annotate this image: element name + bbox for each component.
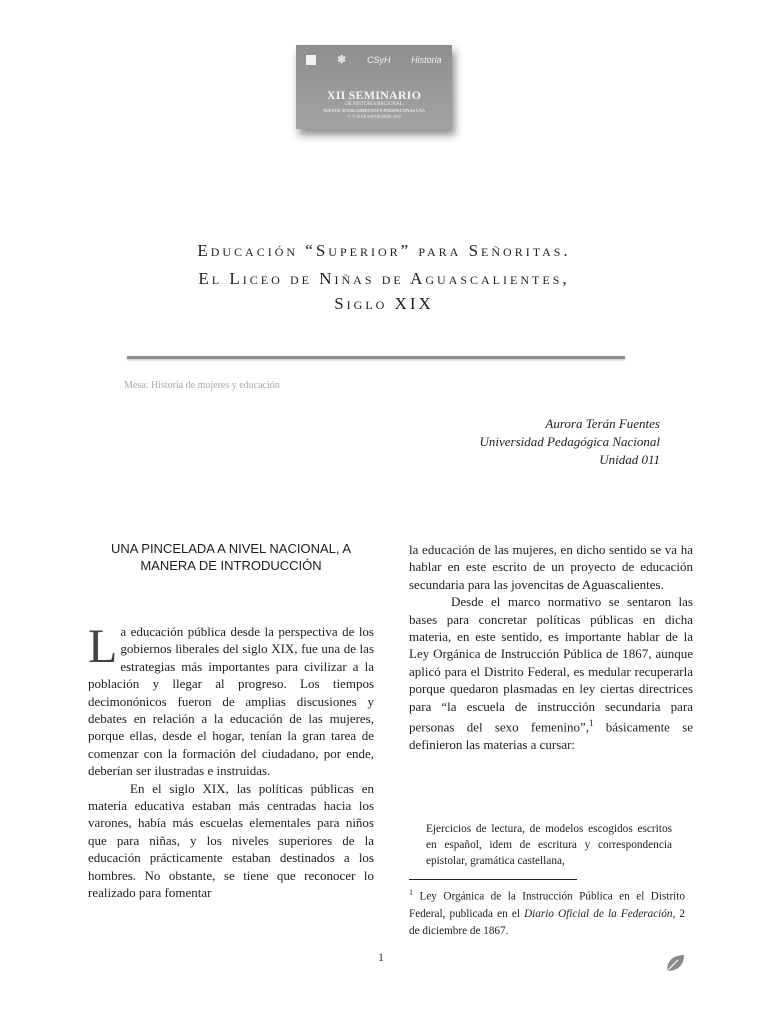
page-number: 1: [378, 950, 384, 964]
paragraph-1-text: a educación pública desde la perspectiva de los gobiernos liberales del siglo XIX, fue una de las estrategias más importantes para civilizar a la población y llegar al progreso. Los tiempos decimonónicos fueron de amplias discusiones y debates en relación a la educación de las mujeres, porque ellas, desde el hogar, tenían la gran tarea de comenzar con la formación del ciudadano, por ende, deberían ser ilustradas e instruidas.: [88, 624, 374, 779]
title-divider: [127, 356, 625, 359]
banner-dates: 27 Y 28 DE SEPTIEMBRE 2018: [347, 114, 401, 119]
footnote-divider: [409, 879, 577, 880]
block-quote: Ejercicios de lectura, de modelos escogidos escritos en español, idem de escritura y correspondencia epistolar, gramática castellana,: [426, 823, 672, 867]
footnote-italic: Diario Oficial de la Federación: [524, 907, 673, 920]
right-column: [409, 541, 693, 753]
session-label: Mesa: Historia de mujeres y educación: [124, 380, 280, 391]
historia-logo: Historia: [411, 54, 442, 65]
paragraph-4-end: básicamente se definieron las materias a cursar:: [409, 719, 694, 752]
footnote-text-a: Ley Orgánica de la Instrucción Pública en el Distrito Federal, publicada en el: [409, 890, 685, 920]
drop-cap: L: [88, 620, 118, 673]
banner-subtitle: DE HISTORIA REGIONAL: [345, 102, 403, 107]
footnote-ref[interactable]: 1: [588, 718, 594, 729]
paragraph-2: En el siglo XIX, las políticas públicas en materia educativa estaban más centradas hacia los varones, había más escuelas elementales para niños que para niñas, y los niveles superiores de la educación prácticamente estaban destinados a los hombres. No obstante, se tiene que reconocer lo realizado para fomentar: [88, 780, 374, 901]
paragraph-4: [409, 593, 693, 753]
left-column: [88, 620, 374, 902]
leaf-icon: [664, 952, 686, 974]
seminar-banner: [296, 45, 452, 129]
banner-title: XII SEMINARIO: [326, 88, 422, 102]
university-logo: [306, 55, 316, 65]
title-line-3: Siglo XIX: [334, 294, 434, 313]
csyh-logo: CSyH: [366, 54, 391, 65]
banner-theme: NUEVOS ACERCAMIENTOS Y PERSPECTIVAS UAA: [322, 108, 426, 113]
paragraph-4-text: Desde el marco normativo se sentaron las bases para concretar políticas públicas en dicha materia, en este sentido, es importante hablar de la Ley Orgánica de Instrucción Pública de 1867, aunque aplicó para el Distrito Federal, es medular recuperarla porque quedaron plasmadas en ley ciertas directrices para “la escuela de instrucción secundaria para personas del sexo femenino”,: [409, 594, 693, 735]
paragraph-3: la educación de las mujeres, en dicho sentido se va ha hablar en este escrito de un proyecto de educación secundaria para las jovencitas de Aguascalientes.: [409, 542, 693, 592]
footnote: [409, 884, 685, 940]
title-line-2: El Liceo de Niñas de Aguascalientes,: [198, 269, 570, 288]
section-heading: UNA PINCELADA A NIVEL NACIONAL, A MANERA DE INTRODUCCIÓN: [110, 541, 352, 573]
paragraph-1: [88, 620, 374, 780]
author-unit: Unidad 011: [599, 452, 660, 467]
footnote-number: 1: [409, 888, 413, 897]
footnote-text-b: , 2 de diciembre de 1867.: [409, 907, 685, 937]
emblem-icon: ✽: [337, 54, 347, 66]
banner-logos: [296, 53, 452, 66]
title-line-1: Educación “Superior” para Señoritas.: [197, 241, 571, 260]
author-institution: Universidad Pedagógica Nacional: [479, 434, 660, 449]
author-name: Aurora Terán Fuentes: [545, 416, 660, 431]
